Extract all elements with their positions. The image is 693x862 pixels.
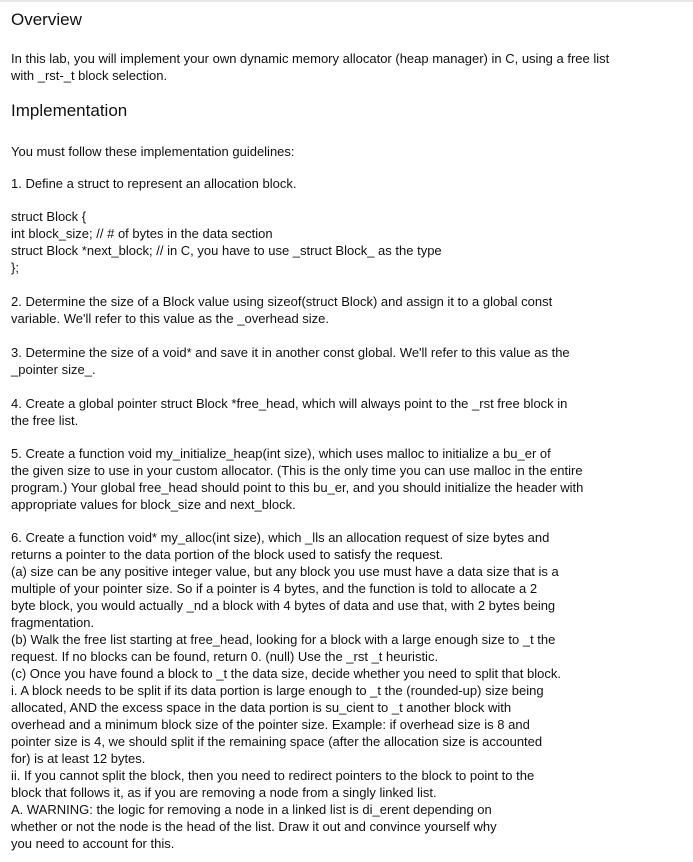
struct-code-block: struct Block { int block_size; // # of bytes in the data section struct Block *next_block; // in C, you have to use _struct Block_ as the type };: [11, 209, 442, 275]
step-6-paragraph: 6. Create a function void* my_alloc(int size), which _lls an allocation request of size bytes and returns a pointer to the data portion of the block used to satisfy the request. (a) size can be any positive integer value, but any block you use must have a data size that is a multiple of your pointer size. So if a pointer is 4 bytes, and the function is told to allocate a 2 byte block, you would actually _nd a block with 4 bytes of data and use that, with 2 bytes being fragmentation. (b) Walk the free list starting at free_head, looking for a block with a large enough size to _t the request. If no blocks can be found, return 0. (null) Use the _rst _t heuristic. (c) Once you have found a block to _t the data size, decide whether you need to split that block. i. A block needs to be split if its data portion is large enough to _t the (rounded-up) size being allocated, AND the excess space in the data portion is su_cient to _t another block with overhead and a minimum block size of the pointer size. Example: if overhead size is 8 and pointer size is 4, we should split if the remaining space (after the allocation size is accounted for) is at least 12 bytes. ii. If you cannot split the block, then you need to redirect pointers to the block to point to the block that follows it, as if you are removing a node from a singly linked list. A. WARNING: the logic for removing a node in a linked list is di_erent depending on whether or not the node is the head of the list. Draw it out and convince yourself why you need to account for this.: [11, 530, 561, 851]
top-divider: [0, 0, 693, 2]
step-3-paragraph: 3. Determine the size of a void* and save it in another const global. We'll refer to this value as the _pointer size_.: [11, 345, 570, 377]
intro-paragraph: In this lab, you will implement your own dynamic memory allocator (heap manager) in C, using a free list with _rst-_t block selection.: [11, 51, 610, 83]
step-1-paragraph: 1. Define a struct to represent an allocation block.: [11, 176, 297, 191]
step-2-paragraph: 2. Determine the size of a Block value using sizeof(struct Block) and assign it to a global const variable. We'll refer to this value as the _overhead size.: [11, 294, 553, 326]
step-5-paragraph: 5. Create a function void my_initialize_heap(int size), which uses malloc to initialize a bu_er of the given size to use in your custom allocator. (This is the only time you can use malloc in the entire program.) Your global free_head should point to this bu_er, and you should initialize the header with appropriate values for block_size and next_block.: [11, 446, 584, 512]
overview-heading: Overview: [11, 10, 82, 29]
implementation-heading: Implementation: [11, 101, 128, 120]
step-4-paragraph: 4. Create a global pointer struct Block *free_head, which will always point to the _rst free block in the free list.: [11, 396, 568, 428]
guidelines-paragraph: You must follow these implementation guidelines:: [11, 144, 295, 159]
